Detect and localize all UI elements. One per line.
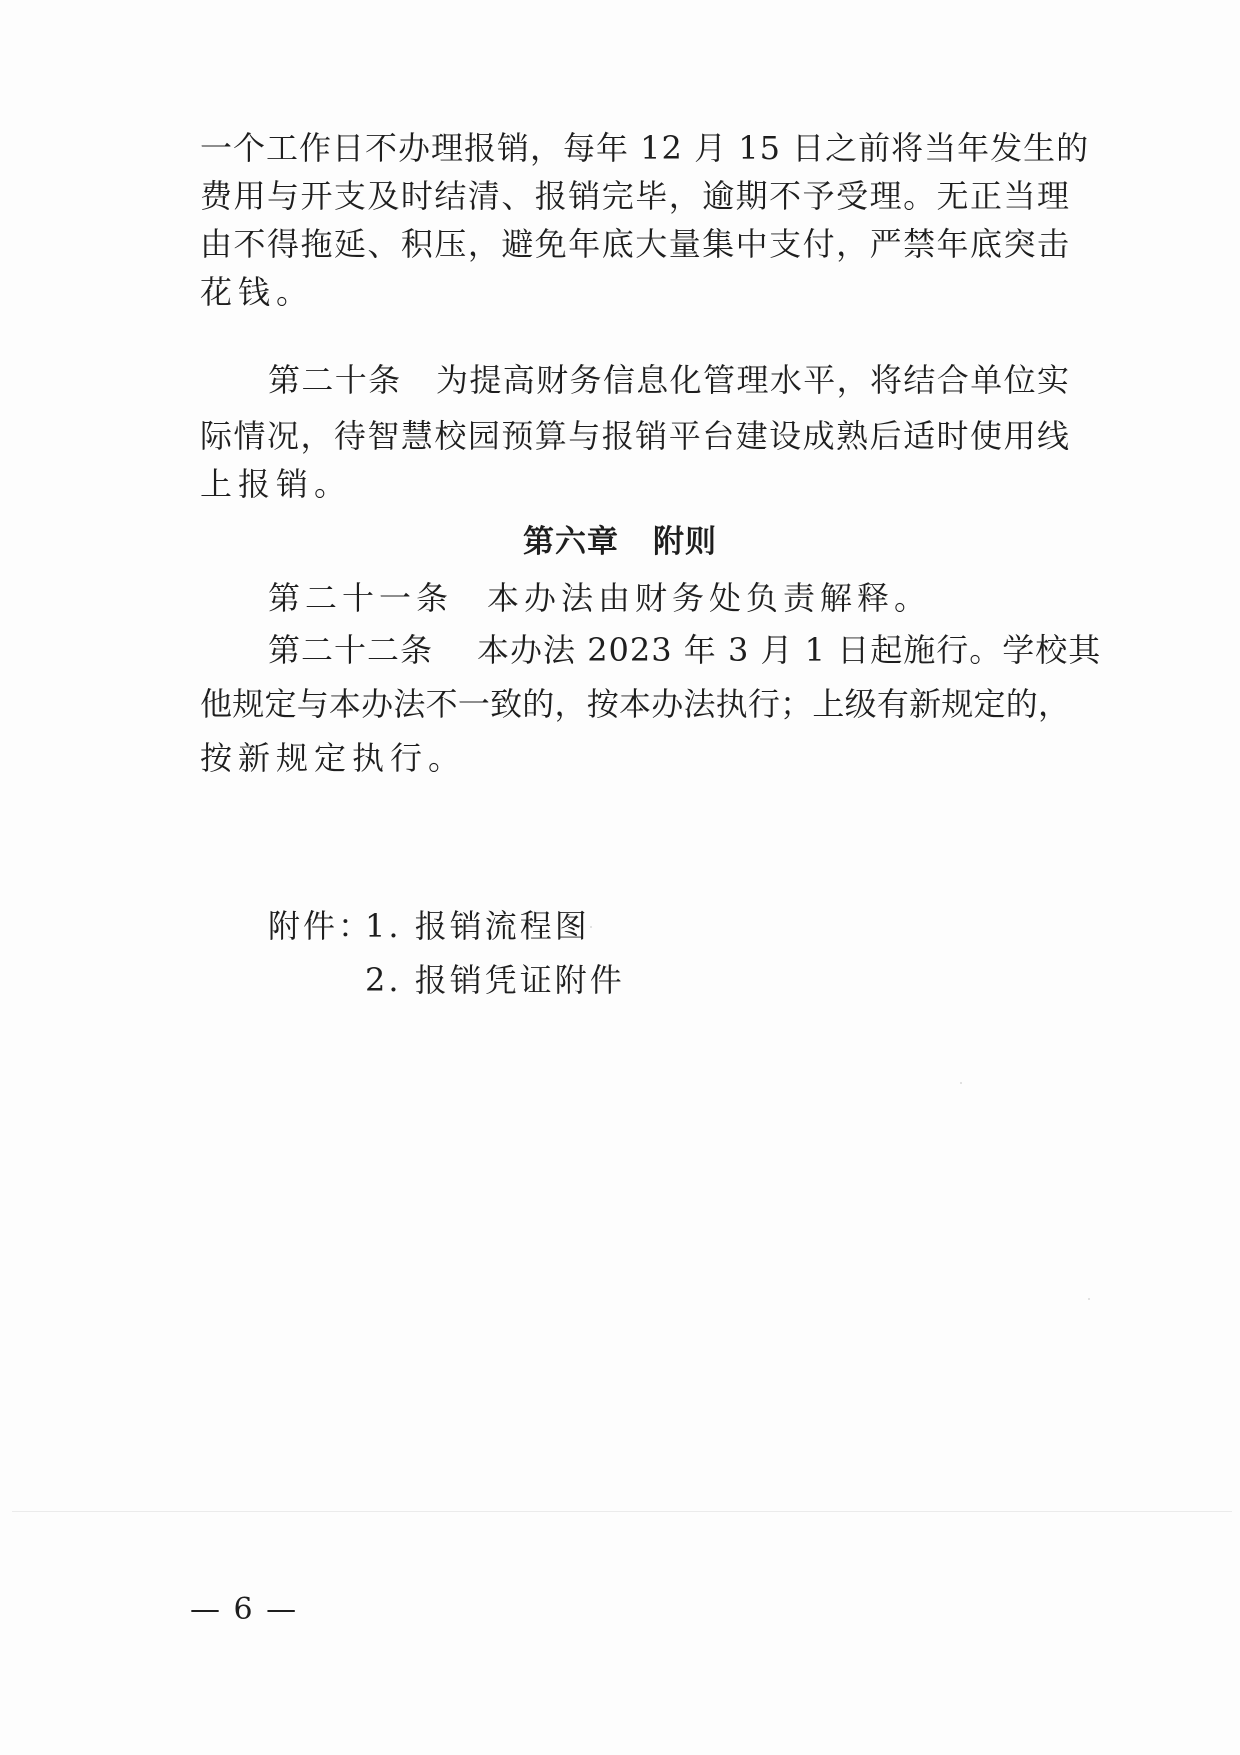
chapter-title: 附则 xyxy=(653,524,717,560)
article-20-line-1 xyxy=(268,352,1070,408)
scan-speck xyxy=(960,1082,962,1084)
article-22-line-1 xyxy=(268,622,1102,678)
article-22-label: 第二十二条 xyxy=(268,631,434,669)
attachment-item-2: 2. 报销凭证附件 xyxy=(365,961,625,999)
article-20-text-1: 为提高财务信息化管理水平，将结合单位实 xyxy=(435,361,1070,399)
paragraph-1-line-2: 费用与开支及时结清、报销完毕，逾期不予受理。无正当理 xyxy=(200,177,1070,215)
paragraph-1-line-1: 一个工作日不办理报销，每年 12 月 15 日之前将当年发生的 xyxy=(200,129,1090,167)
article-20-line-2: 际情况，待智慧校园预算与报销平台建设成熟后适时使用线 xyxy=(200,417,1070,455)
article-22-line-3: 按新规定执行。 xyxy=(200,739,467,777)
article-21-label: 第二十一条 xyxy=(268,579,454,617)
article-22-text-1: 本办法 2023 年 3 月 1 日起施行。学校其 xyxy=(477,631,1102,669)
scan-speck xyxy=(590,926,592,928)
paragraph-1-line-3: 由不得拖延、积压，避免年底大量集中支付，严禁年底突击 xyxy=(200,225,1070,263)
attachments-label: 附件： xyxy=(268,907,374,945)
article-20-label: 第二十条 xyxy=(268,361,402,399)
article-21-text: 本办法由财务处负责解释。 xyxy=(487,579,932,617)
chapter-heading xyxy=(0,514,1240,570)
page-number: — 6 — xyxy=(190,1592,299,1627)
article-21-line xyxy=(268,570,1070,626)
article-22-line-2: 他规定与本办法不一致的，按本办法执行；上级有新规定的， xyxy=(200,685,1070,723)
paragraph-1-line-4: 花钱。 xyxy=(200,273,315,311)
scan-speck xyxy=(1088,1298,1090,1300)
article-20-line-3: 上报销。 xyxy=(200,465,353,503)
scan-divider xyxy=(12,1511,1232,1512)
attachment-item-1: 1. 报销流程图 xyxy=(365,907,590,945)
chapter-number: 第六章 xyxy=(523,524,619,560)
